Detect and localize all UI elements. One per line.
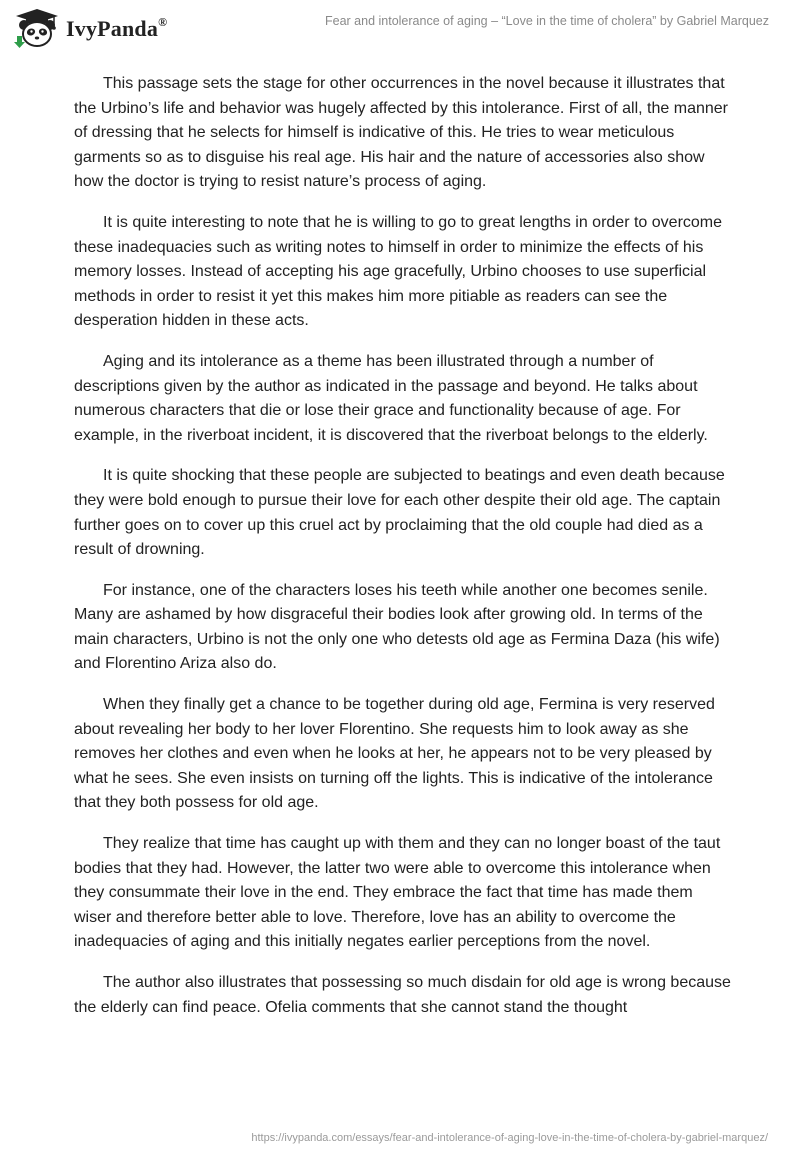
paragraph: When they finally get a chance to be together during old age, Fermina is very reserved about revealing her body to her lover Florentino. She requests him to look away as she removes her clothes and even when he looks at her, he appears not to be very pleased by what he sees. She even insists on turning off the lights. This is indicative of the intolerance that they both possess for old age.	[74, 696, 715, 812]
registered-mark: ®	[158, 14, 168, 29]
paragraph: It is quite interesting to note that he is willing to go to great lengths in order to overcome these inadequacies such as writing notes to himself in order to minimize the effects of his memory losses. Instead of accepting his age gracefully, Urbino chooses to use superficial methods in order to resist it yet this makes him more pitiable as readers can see the desperation hidden in these acts.	[74, 213, 723, 330]
paragraph: The author also illustrates that possessing so much disdain for old age is wrong because the elderly can find peace. Ofelia comments that she cannot stand the thought	[74, 974, 731, 1016]
essay-body	[74, 72, 734, 1036]
document-title: Fear and intolerance of aging – “Love in the time of cholera” by Gabriel Marquez	[325, 14, 769, 28]
panda-graduation-cap-icon	[14, 8, 60, 48]
source-url[interactable]: https://ivypanda.com/essays/fear-and-intolerance-of-aging-love-in-the-time-of-cholera-by-gabriel-marquez/	[251, 1132, 768, 1144]
brand-name-text: IvyPanda	[66, 16, 159, 41]
paragraph: Aging and its intolerance as a theme has been illustrated through a number of descriptions given by the author as indicated in the passage and beyond. He talks about numerous characters that die or lose their grace and functionality because of age. For example, in the riverboat incident, it is discovered that the riverboat belongs to the elderly.	[74, 352, 708, 444]
page-header	[0, 0, 800, 60]
ivypanda-logo[interactable]	[14, 8, 167, 48]
paragraph: For instance, one of the characters loses his teeth while another one becomes senile. Many are ashamed by how disgraceful their bodies look after growing old. In terms of the main characters, Urbino is not the only one who detests old age as Fermina Daza (his wife) and Florentino Ariza also do.	[74, 581, 720, 673]
paragraph: It is quite shocking that these people are subjected to beatings and even death because they were bold enough to pursue their love for each other despite their old age. The captain further goes on to cover up this cruel act by proclaiming that the old couple had died as a result of drowning.	[74, 467, 725, 559]
brand-name	[66, 16, 167, 42]
paragraph: They realize that time has caught up with them and they can no longer boast of the taut bodies that they had. However, the latter two were able to overcome this intolerance when they consummate their love in the end. They embrace the fact that time has made them wiser and therefore better able to love. Therefore, love has an ability to overcome the inadequacies of aging and this initially negates earlier perceptions from the novel.	[74, 835, 721, 951]
paragraph: This passage sets the stage for other occurrences in the novel because it illustrates that the Urbino’s life and behavior was hugely affected by this intolerance. First of all, the manner of dressing that he selects for himself is indicative of this. He tries to wear meticulous garments so as to disguise his real age. His hair and the nature of accessories also show how the doctor is trying to resist nature’s process of aging.	[74, 75, 728, 191]
